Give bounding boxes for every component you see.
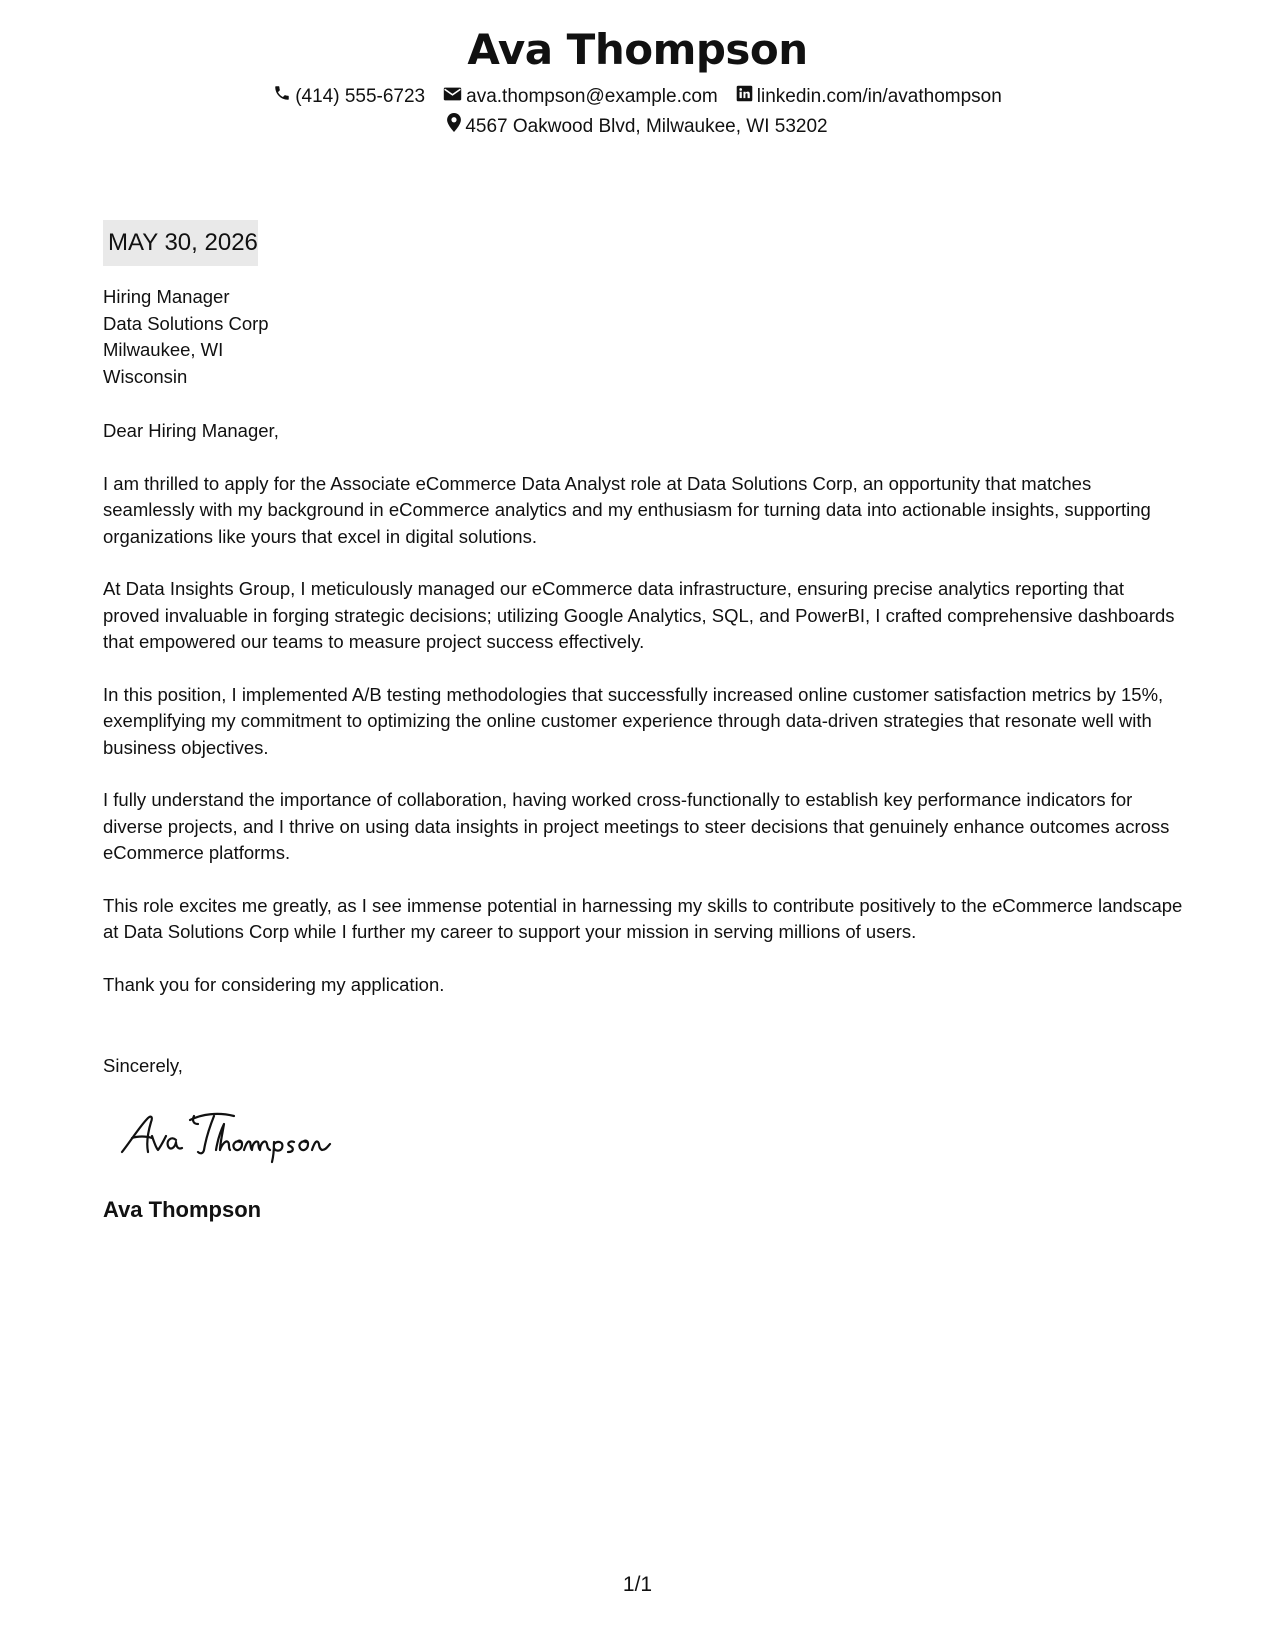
recipient-line: Milwaukee, WI — [103, 339, 224, 360]
phone-text: (414) 555-6723 — [295, 86, 426, 107]
recipient-line: Data Solutions Corp — [103, 312, 269, 334]
envelope-icon — [443, 82, 466, 112]
body-paragraph: At Data Insights Group, I meticulously managed our eCommerce data infrastructure, ensuring precise analytics reporting that proved invaluable in forging strategic decisions; utilizing Google Analytics, SQL, and PowerBI, I crafted comprehensive dashboards that empowered our teams to measure project success effectively. — [103, 578, 1175, 652]
contact-address — [447, 112, 827, 142]
contact-line-primary — [0, 82, 1275, 112]
body-paragraph: Thank you for considering my application. — [103, 973, 445, 995]
body-paragraph: I fully understand the importance of collaboration, having worked cross-functionally to establish key performance indicators for diverse projects, and I thrive on using data insights in project meetings to steer decisions that genuinely enhance outcomes across eCommerce platforms. — [103, 789, 1170, 863]
page-number: 1/1 — [622, 1573, 653, 1596]
linkedin-text: linkedin.com/in/avathompson — [756, 86, 1002, 107]
recipient-block — [103, 284, 269, 390]
contact-email — [443, 82, 718, 112]
contact-phone — [273, 82, 425, 112]
closing: Sincerely, — [103, 1055, 183, 1076]
letter-date: MAY 30, 2026 — [103, 220, 258, 266]
body-paragraph: In this position, I implemented A/B testing methodologies that successfully increased online customer satisfaction metrics by 15%, exemplifying my commitment to optimizing the online customer experience through data-driven strategies that resonate well with business objectives. — [103, 683, 1164, 758]
body-paragraph: I am thrilled to apply for the Associate eCommerce Data Analyst role at Data Solutions Corp, an opportunity that matches seamlessly with my background in eCommerce analytics and my enthusiasm for turning data into actionable insights, supporting organizations like yours that excel in digital solutions. — [103, 472, 1151, 547]
salutation: Dear Hiring Manager, — [103, 420, 279, 441]
contact-line-address — [0, 112, 1275, 142]
applicant-name: Ava Thompson — [467, 25, 808, 74]
map-marker-icon — [447, 112, 465, 142]
phone-icon — [273, 82, 295, 112]
letter-body — [103, 418, 1183, 1024]
body-paragraph: This role excites me greatly, as I see immense potential in harnessing my skills to contribute positively to the eCommerce landscape at Data Solutions Corp while I further my career to support your mission in serving millions of users. — [103, 894, 1183, 942]
recipient-line: Wisconsin — [103, 365, 188, 387]
letter-header — [0, 18, 1275, 142]
recipient-line: Hiring Manager — [103, 286, 230, 307]
signer-name: Ava Thompson — [103, 1197, 262, 1222]
email-text: ava.thompson@example.com — [466, 86, 718, 107]
address-text: 4567 Oakwood Blvd, Milwaukee, WI 53202 — [465, 116, 828, 137]
contact-linkedin — [736, 82, 1002, 112]
handwritten-signature — [118, 1108, 358, 1164]
linkedin-icon — [736, 82, 757, 112]
